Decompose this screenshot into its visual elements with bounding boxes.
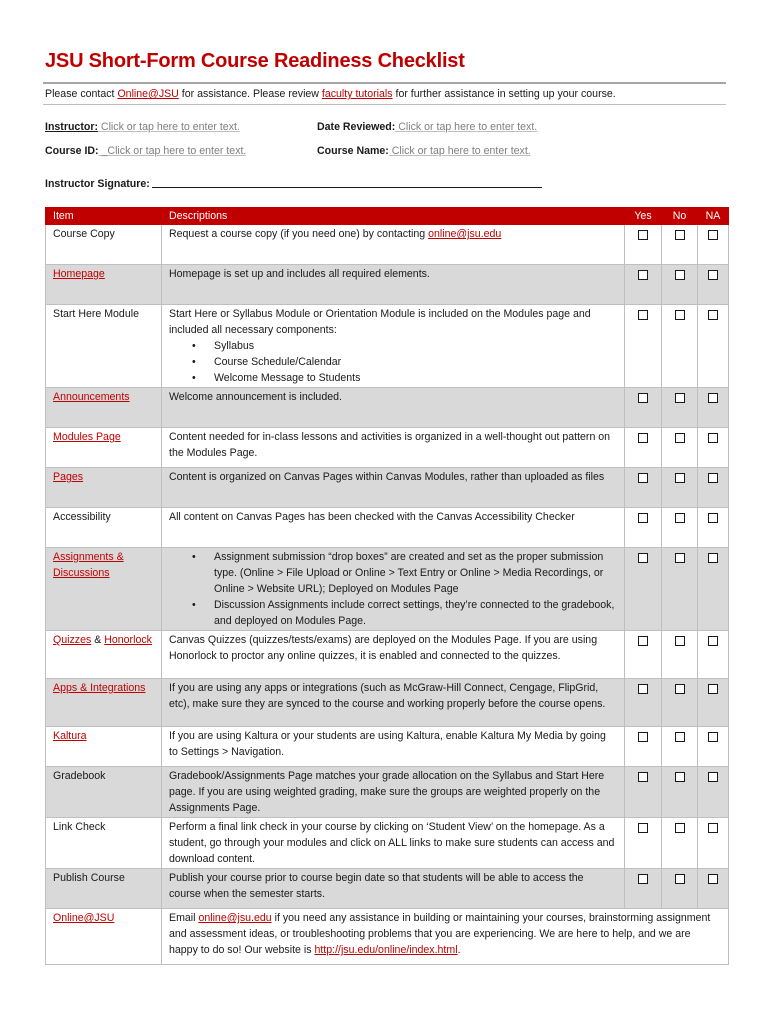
checklist-table [45,207,729,965]
date-reviewed-field [317,121,537,133]
no-cell [662,767,698,818]
description-text: Request a course copy (if you need one) by contacting [169,228,429,240]
course-id-label: Course ID: [45,145,99,157]
yes-cell [625,468,662,508]
yes-checkbox[interactable] [638,230,648,240]
list-item: • Assignment submission “drop boxes” are created and set as the proper submission type. (Online > File Upload or Online > Text Entry or Online > Media Recordings, or Online > Website URL); Deployed on Modules Page [214,549,617,597]
online-email-link[interactable]: online@jsu.edu [428,228,502,240]
bullet-list [169,549,617,629]
na-cell [698,548,729,631]
no-cell [662,679,698,727]
course-id-input[interactable]: _Click or tap here to enter text. [98,145,247,157]
item-cell [46,909,162,965]
homepage-link[interactable]: Homepage [53,268,105,280]
no-checkbox[interactable] [675,513,685,523]
item-cell: Link Check [46,818,162,869]
description-cell: Content is organized on Canvas Pages within Canvas Modules, rather than uploaded as files [162,468,625,508]
faculty-tutorials-link[interactable]: faculty tutorials [321,88,393,100]
online-website-link[interactable]: http://jsu.edu/online/index.html [314,944,458,956]
na-cell [698,679,729,727]
na-cell [698,631,729,679]
yes-checkbox[interactable] [638,473,648,483]
online-email-link[interactable]: online@jsu.edu [198,912,272,924]
no-cell [662,727,698,767]
pages-link[interactable]: Pages [53,471,84,483]
signature-label: Instructor Signature: [45,178,150,190]
description-cell: Homepage is set up and includes all required elements. [162,265,625,305]
yes-checkbox[interactable] [638,393,648,403]
yes-checkbox[interactable] [638,732,648,742]
contact-middle: for assistance. Please review [178,88,322,100]
yes-cell [625,818,662,869]
table-row [46,869,729,909]
instructor-input[interactable]: Click or tap here to enter text. [97,121,240,133]
no-cell [662,508,698,548]
item-cell [46,631,162,679]
online-jsu-item-link[interactable]: Online@JSU [53,912,115,924]
na-checkbox[interactable] [708,772,718,782]
table-row [46,679,729,727]
na-checkbox[interactable] [708,310,718,320]
na-checkbox[interactable] [708,732,718,742]
description-text: Start Here or Syllabus Module or Orientation Module is included on the Modules page and included all necessary components: [169,308,591,336]
table-row [46,548,729,631]
item-cell [46,679,162,727]
yes-checkbox[interactable] [638,636,648,646]
na-cell [698,265,729,305]
table-row [46,767,729,818]
yes-checkbox[interactable] [638,433,648,443]
header-no: No [662,208,698,225]
header-yes: Yes [625,208,662,225]
item-cell: Gradebook [46,767,162,818]
course-name-label: Course Name: [317,145,389,157]
description-cell: Gradebook/Assignments Page matches your grade allocation on the Syllabus and Start Here page. If you are using weighted grading, make sure the groups are weighted properly on the Assignments Page. [162,767,625,818]
announcements-link[interactable]: Announcements [53,391,130,403]
yes-checkbox[interactable] [638,553,648,563]
description-cell: Perform a final link check in your course by clicking on ‘Student View’ on the homepage. As a student, go through your modules and click on ALL links to make sure students can access and download content. [162,818,625,869]
no-checkbox[interactable] [675,473,685,483]
description-text: if you need any assistance in building or maintaining your courses, brainstorming assignment and assessment ideas, or troubleshooting problems that you are experiencing. We are here to help, and we are happy to do so! Our website is [169,912,711,956]
yes-cell [625,428,662,468]
na-cell [698,468,729,508]
table-row [46,631,729,679]
instructor-label: Instructor: [45,121,98,133]
na-checkbox[interactable] [708,393,718,403]
instructor-field [45,121,240,133]
na-cell [698,869,729,909]
item-cell: Course Copy [46,225,162,265]
description-cell: If you are using any apps or integrations (such as McGraw-Hill Connect, Cengage, FlipGrid, etc), make sure they are synced to the course and working properly before the course opens. [162,679,625,727]
no-checkbox[interactable] [675,874,685,884]
yes-checkbox[interactable] [638,823,648,833]
no-cell [662,869,698,909]
contact-divider [43,104,726,105]
na-checkbox[interactable] [708,553,718,563]
na-cell [698,508,729,548]
date-reviewed-label: Date Reviewed: [317,121,396,133]
na-cell [698,767,729,818]
table-row [46,388,729,428]
list-item: • Discussion Assignments include correct settings, they’re connected to the gradebook, and deployed on Modules Page. [214,597,617,629]
course-name-field [317,145,531,157]
yes-checkbox[interactable] [638,310,648,320]
yes-cell [625,305,662,388]
na-cell [698,818,729,869]
apps-integrations-link[interactable]: Apps & Integrations [53,682,146,694]
item-cell [46,727,162,767]
no-cell [662,305,698,388]
yes-checkbox[interactable] [638,684,648,694]
na-checkbox[interactable] [708,513,718,523]
yes-cell [625,388,662,428]
no-checkbox[interactable] [675,433,685,443]
no-cell [662,265,698,305]
table-row [46,305,729,388]
no-cell [662,631,698,679]
no-cell [662,548,698,631]
yes-cell [625,767,662,818]
na-checkbox[interactable] [708,823,718,833]
description-cell [162,909,729,965]
item-cell: Publish Course [46,869,162,909]
description-cell [162,305,625,388]
na-checkbox[interactable] [708,636,718,646]
table-row [46,265,729,305]
item-cell [46,468,162,508]
yes-checkbox[interactable] [638,874,648,884]
list-item: • Welcome Message to Students [214,370,617,386]
table-row [46,508,729,548]
contact-prefix: Please contact [45,88,118,100]
no-checkbox[interactable] [675,230,685,240]
description-cell [162,548,625,631]
signature-line[interactable] [152,177,542,188]
yes-cell [625,631,662,679]
modules-page-link[interactable]: Modules Page [53,431,121,443]
header-descriptions: Descriptions [162,208,625,225]
title-divider [43,82,726,84]
yes-checkbox[interactable] [638,772,648,782]
yes-cell [625,508,662,548]
date-reviewed-input[interactable]: Click or tap here to enter text. [395,121,538,133]
na-cell [698,428,729,468]
course-id-field [45,145,246,157]
bullet-list [169,338,617,386]
assignments-discussions-link[interactable]: Assignments & Discussions [53,551,124,579]
no-cell [662,818,698,869]
header-na: NA [698,208,729,225]
item-cell: Start Here Module [46,305,162,388]
yes-cell [625,679,662,727]
table-row [46,818,729,869]
na-checkbox[interactable] [708,230,718,240]
no-cell [662,225,698,265]
no-checkbox[interactable] [675,270,685,280]
no-checkbox[interactable] [675,684,685,694]
item-cell [46,548,162,631]
item-cell [46,388,162,428]
signature-field [45,177,542,190]
list-item: • Syllabus [214,338,617,354]
na-checkbox[interactable] [708,684,718,694]
no-checkbox[interactable] [675,732,685,742]
list-item: • Course Schedule/Calendar [214,354,617,370]
no-checkbox[interactable] [675,393,685,403]
description-cell: Canvas Quizzes (quizzes/tests/exams) are deployed on the Modules Page. If you are using Honorlock to proctor any online quizzes, it is enabled and connected to the quizzes. [162,631,625,679]
na-cell [698,305,729,388]
table-row [46,428,729,468]
description-text: . [457,944,461,956]
description-text: Email [169,912,199,924]
item-cell: Accessibility [46,508,162,548]
quizzes-link[interactable]: Quizzes [53,634,92,646]
yes-cell [625,548,662,631]
na-checkbox[interactable] [708,433,718,443]
yes-cell [625,265,662,305]
description-cell: Welcome announcement is included. [162,388,625,428]
description-cell: All content on Canvas Pages has been checked with the Canvas Accessibility Checker [162,508,625,548]
yes-cell [625,727,662,767]
header-item: Item [46,208,162,225]
item-cell [46,265,162,305]
no-checkbox[interactable] [675,823,685,833]
online-jsu-link[interactable]: Online@JSU [117,88,179,100]
no-checkbox[interactable] [675,310,685,320]
kaltura-link[interactable]: Kaltura [53,730,87,742]
contact-line [45,88,616,100]
yes-checkbox[interactable] [638,270,648,280]
na-cell [698,225,729,265]
table-row [46,909,729,965]
na-checkbox[interactable] [708,270,718,280]
na-cell [698,388,729,428]
no-cell [662,388,698,428]
no-checkbox[interactable] [675,772,685,782]
honorlock-link[interactable]: Honorlock [104,634,152,646]
item-separator: & [91,634,105,646]
table-row [46,225,729,265]
table-row [46,468,729,508]
document-title: JSU Short-Form Course Readiness Checklist [45,50,465,72]
table-header-row [46,208,729,225]
contact-suffix: for further assistance in setting up your course. [392,88,616,100]
yes-cell [625,869,662,909]
description-cell: Publish your course prior to course begin date so that students will be able to access the course when the semester starts. [162,869,625,909]
no-cell [662,468,698,508]
no-cell [662,428,698,468]
table-row [46,727,729,767]
description-cell [162,225,625,265]
item-cell [46,428,162,468]
no-checkbox[interactable] [675,636,685,646]
na-checkbox[interactable] [708,473,718,483]
no-checkbox[interactable] [675,553,685,563]
description-cell: If you are using Kaltura or your students are using Kaltura, enable Kaltura My Media by going to Settings > Navigation. [162,727,625,767]
course-name-input[interactable]: Click or tap here to enter text. [388,145,531,157]
yes-checkbox[interactable] [638,513,648,523]
description-cell: Content needed for in-class lessons and activities is organized in a well-thought out pattern on the Modules Page. [162,428,625,468]
yes-cell [625,225,662,265]
na-checkbox[interactable] [708,874,718,884]
na-cell [698,727,729,767]
